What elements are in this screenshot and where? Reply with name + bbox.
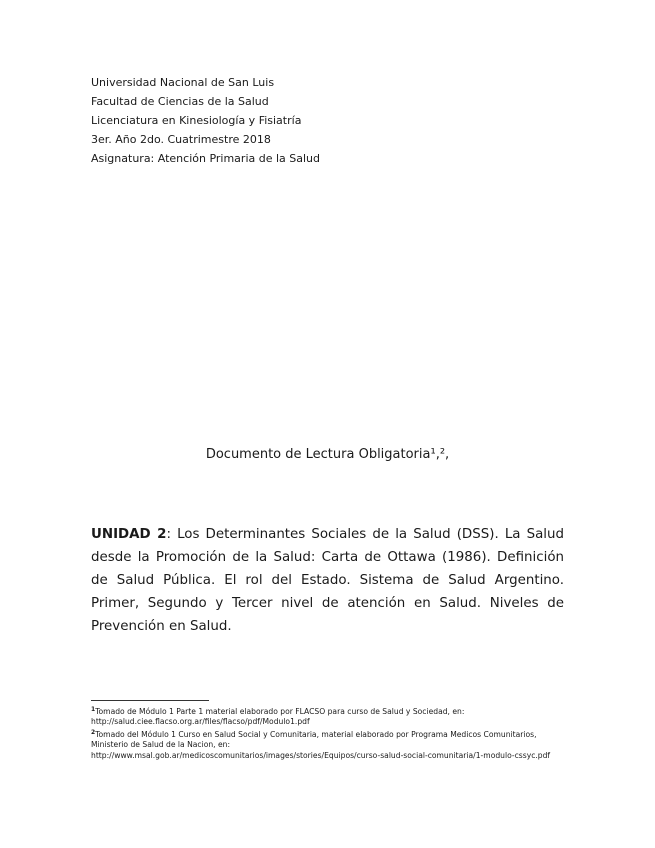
subject-name: Asignatura: Atención Primaria de la Salud <box>91 152 321 165</box>
footnote-mark: 2 <box>91 728 96 736</box>
footnote-separator <box>91 700 209 701</box>
faculty-name: Facultad de Ciencias de la Salud <box>91 95 269 108</box>
document-title: Documento de Lectura Obligatoria¹,², <box>205 447 450 462</box>
footnote-link[interactable]: http://salud.ciee.flacso.org.ar/files/flacso/pdf/Modulo1.pdf <box>91 717 310 727</box>
footnote-2 <box>91 728 561 761</box>
footnote-mark: 1 <box>91 706 96 713</box>
degree-name: Licenciatura en Kinesiología y Fisiatría <box>91 114 302 127</box>
university-name: Universidad Nacional de San Luis <box>91 76 275 89</box>
unit-text: : Los Determinantes Sociales de la Salud (DSS). La Salud desde la Promoción de la Salud: Carta de Ottawa (1986). Definición de Salud Pública. El rol del Estado. Sistema de Salud Argentino. Primer, Segundo y Tercer nivel de atención en Salud. Niveles de Prevención en Salud. <box>91 527 564 634</box>
footnotes <box>91 705 561 761</box>
unit-label: UNIDAD 2 <box>91 527 167 542</box>
unit-paragraph <box>91 523 564 638</box>
course-year: 3er. Año 2do. Cuatrimestre 2018 <box>91 133 271 146</box>
footnote-text: Tomado de Módulo 1 Parte 1 material elaborado por FLACSO para curso de Salud y Sociedad, en: <box>95 707 465 716</box>
footnote-link[interactable]: http://www.msal.gob.ar/medicoscomunitarios/images/stories/Equipos/curso-salud-social-comunitaria/1-modulo-cssyc.pdf <box>91 750 551 760</box>
footnote-1 <box>91 705 561 728</box>
document-header <box>91 73 320 168</box>
footnote-text: Tomado del Módulo 1 Curso en Salud Social y Comunitaria, material elaborado por Programa Medicos Comunitarios, Ministerio de Salud de la Nacion, en: <box>91 729 537 750</box>
